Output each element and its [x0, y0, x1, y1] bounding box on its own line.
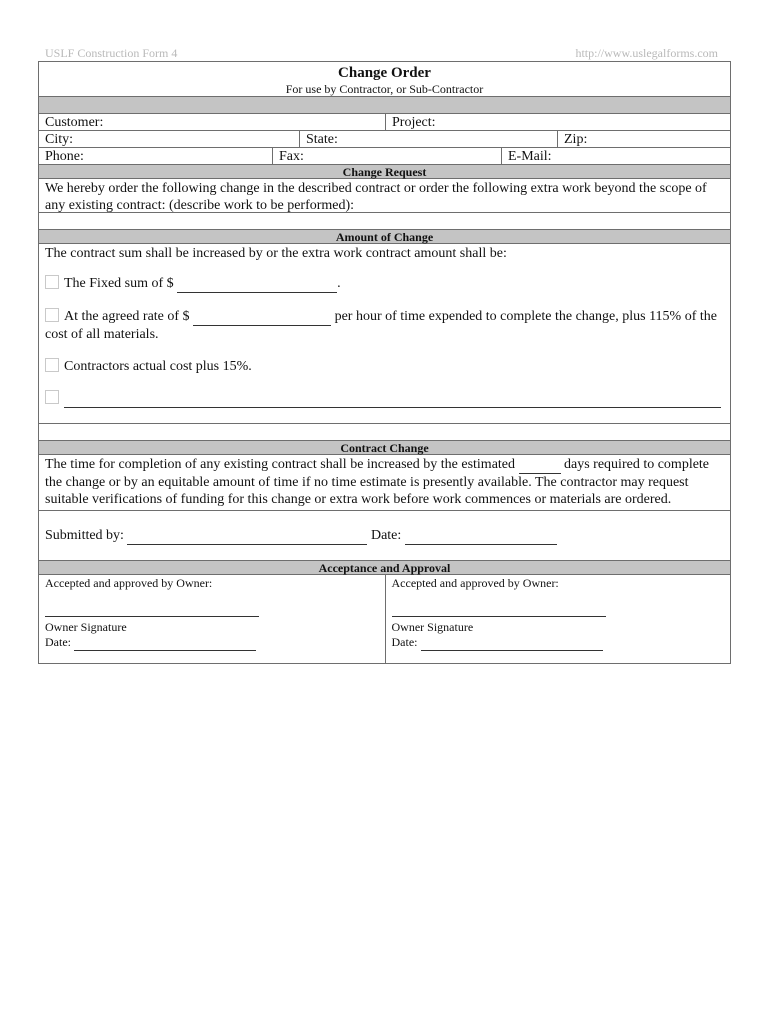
owner-signature-line-right[interactable]	[392, 616, 606, 617]
approval-section	[39, 575, 730, 663]
owner-date-field-right[interactable]	[421, 635, 603, 651]
customer-field[interactable]	[39, 114, 385, 130]
hourly-rate-option	[45, 308, 720, 343]
hourly-rate-checkbox[interactable]	[45, 308, 59, 322]
contract-change-heading: Contract Change	[39, 441, 730, 455]
hourly-rate-terms: per hour of time expended to complete the change, plus 115% of the	[334, 309, 717, 324]
other-option	[45, 390, 721, 408]
project-label: Project:	[392, 115, 436, 130]
amount-intro-text: The contract sum shall be increased by or the extra work contract amount shall be:	[45, 246, 507, 261]
amount-notes-field[interactable]	[39, 424, 730, 441]
fixed-sum-checkbox[interactable]	[45, 275, 59, 289]
work-description-field[interactable]	[39, 213, 730, 230]
phone-fax-email-row	[39, 148, 730, 165]
city-state-zip-row	[39, 131, 730, 148]
estimated-days-field[interactable]	[519, 456, 561, 474]
owner-date-left	[45, 635, 256, 651]
gray-separator-bar	[39, 97, 730, 114]
submitted-date-field[interactable]	[405, 528, 557, 545]
owner-date-label-right: Date:	[391, 635, 418, 649]
cost-plus-label: Contractors actual cost plus 15%.	[64, 359, 252, 374]
phone-label: Phone:	[45, 149, 84, 164]
submitted-by-block	[45, 528, 557, 545]
owner-signature-label-left: Owner Signature	[45, 620, 127, 634]
owner-date-field-left[interactable]	[74, 635, 256, 651]
change-request-text: We hereby order the following change in the described contract or order the following extra work beyond the scope of any existing contract: (describe work to be performed):	[45, 181, 707, 213]
state-field[interactable]	[299, 131, 557, 147]
cost-plus-option	[45, 358, 252, 375]
submitted-date-label: Date:	[370, 528, 402, 543]
cost-plus-checkbox[interactable]	[45, 358, 59, 372]
form-id-header: USLF Construction Form 4	[45, 46, 178, 60]
contract-change-text	[39, 455, 730, 508]
other-terms-field[interactable]	[64, 390, 721, 408]
owner-signature-label-right: Owner Signature	[391, 620, 474, 634]
contract-change-text-end: days required to complete the change or by an equitable amount of time if no time estimate is presently available. The contractor may request suitable verifications of funding for this change or extra work before work commences or materials are ordered.	[45, 457, 710, 507]
customer-label: Customer:	[45, 115, 104, 130]
title-block	[39, 62, 730, 97]
zip-label: Zip:	[564, 132, 588, 147]
email-label: E-Mail:	[508, 149, 552, 164]
accepted-label-right: Accepted and approved by Owner:	[391, 576, 559, 590]
zip-field[interactable]	[557, 131, 730, 147]
submitted-by-label: Submitted by:	[45, 528, 124, 543]
owner-approval-left	[39, 575, 385, 663]
owner-date-label-left: Date:	[45, 635, 71, 649]
submitted-by-row	[39, 511, 730, 561]
fax-label: Fax:	[279, 149, 304, 164]
customer-project-row	[39, 114, 730, 131]
contract-change-section	[39, 455, 730, 511]
amount-of-change-heading: Amount of Change	[39, 230, 730, 244]
contract-change-text-start: The time for completion of any existing contract shall be increased by the estimated	[45, 457, 516, 472]
phone-field[interactable]	[39, 148, 272, 164]
form-subtitle: For use by Contractor, or Sub-Contractor	[285, 82, 484, 96]
submitted-by-field[interactable]	[127, 528, 367, 545]
form-title: Change Order	[338, 65, 431, 81]
change-order-form	[38, 61, 731, 664]
email-field[interactable]	[501, 148, 730, 164]
amount-of-change-section	[39, 244, 730, 424]
city-field[interactable]	[39, 131, 299, 147]
change-request-heading: Change Request	[39, 165, 730, 179]
state-label: State:	[306, 132, 338, 147]
owner-signature-line-left[interactable]	[45, 616, 259, 617]
fixed-sum-period: .	[337, 276, 341, 291]
accepted-label-left: Accepted and approved by Owner:	[45, 576, 213, 590]
hourly-rate-amount-field[interactable]	[193, 308, 331, 326]
change-request-section	[39, 179, 730, 213]
owner-approval-right	[385, 575, 731, 663]
website-url-header: http://www.uslegalforms.com	[575, 46, 718, 60]
fax-field[interactable]	[272, 148, 501, 164]
city-label: City:	[45, 132, 74, 147]
owner-date-right	[392, 635, 603, 651]
fixed-sum-label: The Fixed sum of $	[64, 276, 174, 291]
fixed-sum-option	[45, 275, 341, 293]
other-checkbox[interactable]	[45, 390, 59, 404]
hourly-rate-terms-continued: cost of all materials.	[45, 327, 159, 342]
project-field[interactable]	[385, 114, 730, 130]
hourly-rate-label: At the agreed rate of $	[64, 309, 190, 324]
acceptance-heading: Acceptance and Approval	[39, 561, 730, 575]
fixed-sum-amount-field[interactable]	[177, 275, 337, 293]
